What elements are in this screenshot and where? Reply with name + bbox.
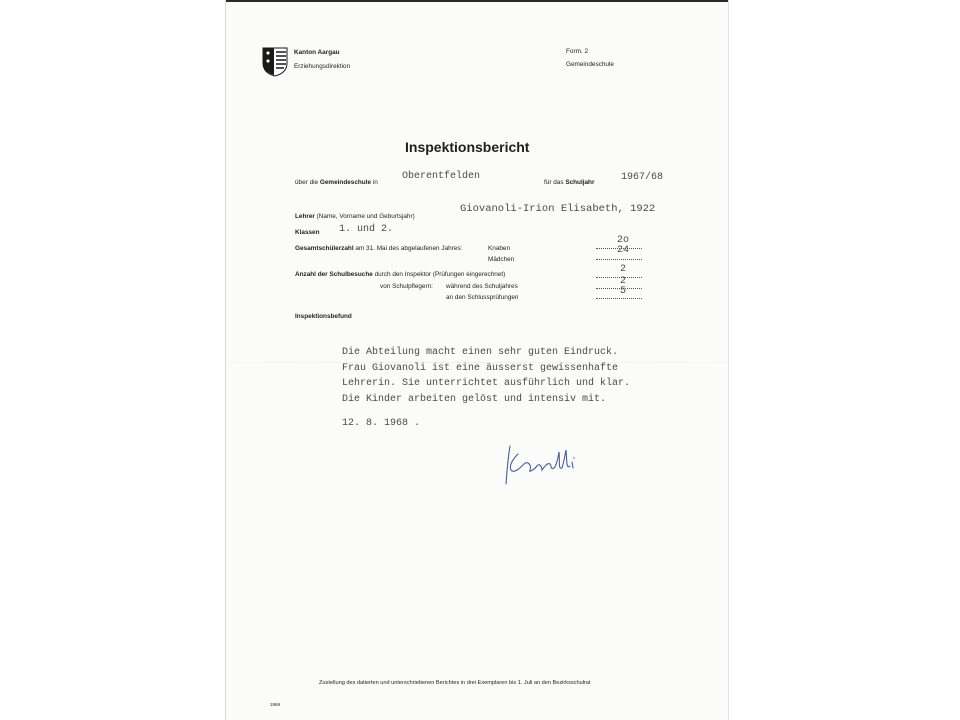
visits-label-bold: Anzahl der Schulbesuche: [295, 271, 373, 278]
final-exam-dotted-line: [596, 298, 642, 299]
year-bold: Schuljahr: [565, 179, 595, 186]
visits-label: [295, 271, 505, 278]
girls-dotted-line: [596, 259, 642, 260]
findings-line-4: Die Kinder arbeiten gelöst und intensiv mit.: [342, 394, 607, 405]
classes-value: 1. und 2.: [339, 224, 394, 235]
canton-name: Kanton Aargau: [294, 49, 340, 56]
boys-count: 2o: [617, 235, 630, 246]
department-name: Erziehungsdirektion: [294, 63, 351, 70]
classes-label: Klassen: [295, 229, 320, 236]
during-year-label: während des Schuljahres: [446, 283, 518, 290]
school-year: 1967/68: [621, 172, 664, 183]
print-code: 1969: [270, 702, 281, 707]
final-exam-visits: 5: [620, 286, 627, 297]
findings-line-1: Die Abteilung macht einen sehr guten Eindruck.: [342, 347, 619, 358]
form-number: Form. 2: [566, 48, 589, 55]
pupils-label-rest: am 31. Mai des abgelaufenen Jahres:: [355, 245, 463, 252]
document-sheet: [226, 0, 728, 720]
inspector-visits: 2: [620, 264, 627, 275]
year-label: [544, 179, 594, 186]
pupils-label: [295, 245, 462, 252]
teacher-label-bold: Lehrer: [295, 213, 315, 220]
visits-label-rest: durch den Inspektor (Prüfungen eingerechnet): [374, 271, 506, 278]
findings-line-3: Lehrerin. Sie unterrichtet ausführlich und klar.: [342, 378, 631, 389]
final-exam-label: an den Schlussprüfungen: [446, 294, 519, 301]
findings-label: Inspektionsbefund: [295, 313, 352, 320]
school-line-label: [295, 179, 378, 186]
teacher-label-rest: (Name, Vorname und Geburtsjahr): [316, 213, 415, 220]
school-prefix: über die: [295, 179, 319, 186]
inspector-signature: [502, 440, 592, 490]
year-prefix: für das: [544, 179, 564, 186]
canton-crest-icon: [262, 47, 288, 77]
page-title: Inspektionsbericht: [405, 139, 530, 155]
inspector-dotted-line: [596, 277, 642, 278]
footer-instruction: Zustellung des datierten und unterschriebenen Berichtes in drei Exemplaren bis 1. Juli an den Bezirksschulrat: [319, 680, 591, 686]
school-location: Oberentfelden: [402, 171, 481, 182]
girls-count: 24: [617, 245, 630, 256]
school-type: Gemeindeschule: [566, 61, 614, 68]
teacher-label: [295, 213, 415, 220]
scan-edge: [226, 0, 728, 2]
school-bold: Gemeindeschule: [319, 179, 372, 186]
by-school-board-label: von Schulpflegern:: [380, 283, 433, 290]
during-year-visits: 2: [620, 276, 627, 287]
teacher-name: Giovanoli-Irion Elisabeth, 1922: [460, 203, 656, 215]
girls-label: Mädchen: [488, 256, 515, 263]
report-date: 12. 8. 1968 .: [342, 418, 421, 429]
school-suffix: in: [372, 179, 378, 186]
findings-line-2: Frau Giovanoli ist eine äusserst gewissenhafte: [342, 363, 619, 374]
during-year-dotted-line: [596, 288, 642, 289]
pupils-label-bold: Gesamtschülerzahl: [295, 245, 354, 252]
boys-label: Knaben: [488, 245, 511, 252]
